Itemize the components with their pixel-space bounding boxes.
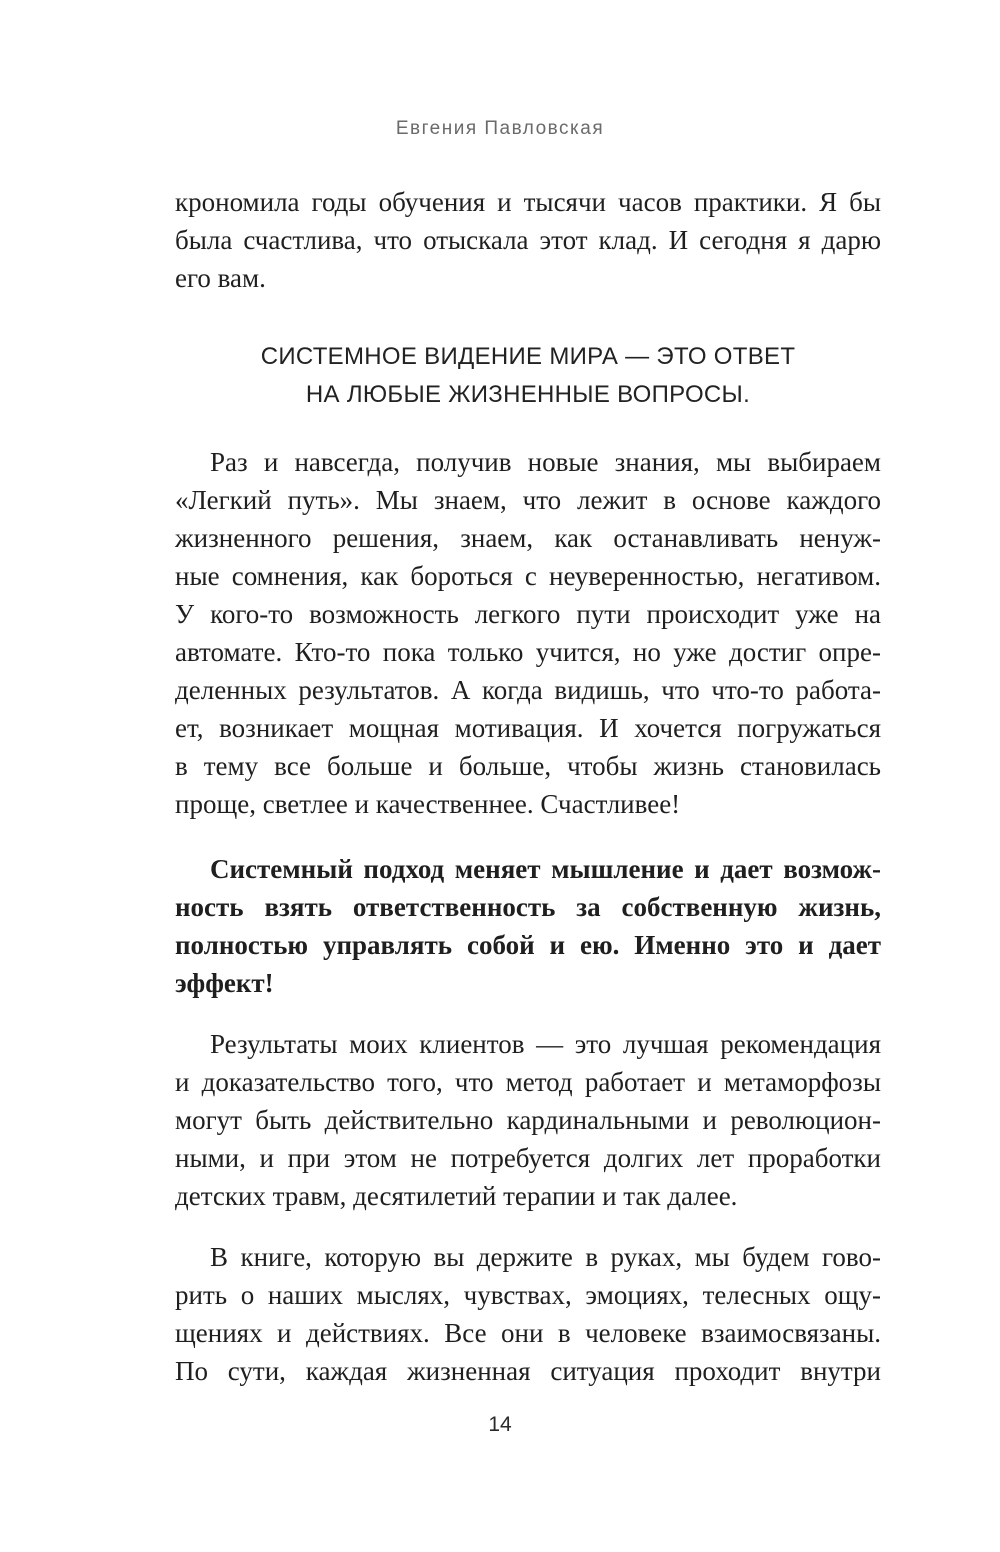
text-line: ные сомнения, как бороться с неуверенностью, негативом.: [175, 561, 881, 591]
text-line: деленных результатов. А когда видишь, что что-то работа-: [175, 675, 881, 705]
text-line: щениях и действиях. Все они в человеке взаимосвязаны.: [175, 1318, 881, 1348]
text-line: детских травм, десятилетий терапии и так далее.: [175, 1181, 738, 1211]
text-line: крономила годы обучения и тысячи часов практики. Я бы: [175, 187, 881, 217]
paragraph-client-results: [175, 1025, 881, 1215]
text-line: жизненного решения, знаем, как останавливать ненуж-: [175, 523, 881, 553]
text-line: Результаты моих клиентов — это лучшая рекомендация: [210, 1029, 881, 1059]
text-line: могут быть действительно кардинальными и революцион-: [175, 1105, 881, 1135]
text-line: эффект!: [175, 968, 274, 998]
text-line: ет, возникает мощная мотивация. И хочется погружаться: [175, 713, 881, 743]
text-line: ными, и при этом не потребуется долгих лет проработки: [175, 1143, 881, 1173]
text-line: его вам.: [175, 263, 266, 293]
paragraph-book-topics: [175, 1238, 881, 1390]
text-line: По сути, каждая жизненная ситуация проходит внутри: [175, 1356, 881, 1386]
text-line: ность взять ответственность за собственную жизнь,: [175, 892, 881, 922]
text-line: рить о наших мыслях, чувствах, эмоциях, телесных ощу-: [175, 1280, 881, 1310]
page-number: 14: [488, 1413, 512, 1436]
text-line: автомате. Кто-то пока только учится, но уже достиг опре-: [175, 637, 881, 667]
text-line: Системный подход меняет мышление и дает возмож-: [210, 854, 881, 884]
text-line: полностью управлять собой и ею. Именно это и дает: [175, 930, 881, 960]
text-line: и доказательство того, что метод работает и метаморфозы: [175, 1067, 881, 1097]
paragraph-easy-path: [175, 443, 881, 823]
text-line: была счастлива, что отыскала этот клад. И сегодня я дарю: [175, 225, 881, 255]
text-line: проще, светлее и качественнее. Счастливее!: [175, 789, 681, 819]
text-line: «Легкий путь». Мы знаем, что лежит в основе каждого: [175, 485, 881, 515]
paragraph-continuation: [175, 183, 881, 297]
quote-line: НА ЛЮБЫЕ ЖИЗНЕННЫЕ ВОПРОСЫ.: [305, 381, 751, 408]
quote-line: СИСТЕМНОЕ ВИДЕНИЕ МИРА — ЭТО ОТВЕТ: [260, 343, 796, 370]
text-line: Раз и навсегда, получив новые знания, мы выбираем: [210, 447, 881, 477]
running-header-author: Евгения Павловская: [395, 118, 605, 139]
pull-quote: [175, 338, 881, 414]
text-line: У кого-то возможность легкого пути происходит уже на: [175, 599, 881, 629]
text-line: В книге, которую вы держите в руках, мы будем гово-: [210, 1242, 881, 1272]
paragraph-bold-emphasis: [175, 850, 881, 1002]
text-line: в тему все больше и больше, чтобы жизнь становилась: [175, 751, 881, 781]
